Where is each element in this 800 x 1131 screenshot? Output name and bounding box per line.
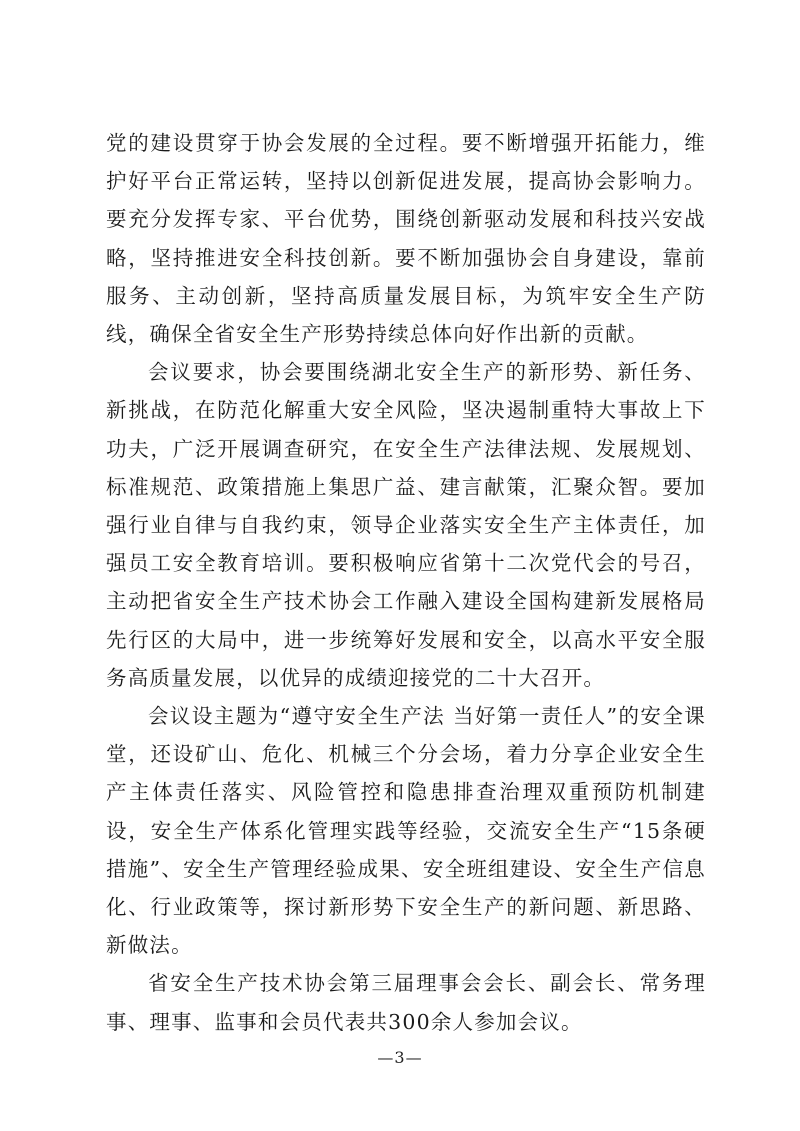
page-number: —3—: [377, 1048, 423, 1067]
paragraph-continuation: 党的建设贯穿于协会发展的全过程。要不断增强开拓能力，维护好平台正常运转，坚持以创新促进发展，提高协会影响力。要充分发挥专家、平台优势，围绕创新驱动发展和科技兴安战略，坚持推进安全科技创新。要不断加强协会自身建设，靠前服务、主动创新，坚持高质量发展目标，为筑牢安全生产防线，确保全省安全生产形势持续总体向好作出新的贡献。: [106, 131, 706, 347]
paragraph-attendees: 省安全生产技术协会第三届理事会会长、副会长、常务理事、理事、监事和会员代表共300余人参加会议。: [106, 971, 706, 1034]
paragraph-meeting-requirements: 会议要求，协会要围绕湖北安全生产的新形势、新任务、新挑战，在防范化解重大安全风险，坚决遏制重特大事故上下功夫，广泛开展调查研究，在安全生产法律法规、发展规划、标准规范、政策措施上集思广益、建言献策，汇聚众智。要加强行业自律与自我约束，领导企业落实安全生产主体责任，加强员工安全教育培训。要积极响应省第十二次党代会的号召，主动把省安全生产技术协会工作融入建设全国构建新发展格局先行区的大局中，进一步统筹好发展和安全，以高水平安全服务高质量发展，以优异的成绩迎接党的二十大召开。: [106, 360, 706, 690]
document-body: [106, 124, 706, 1041]
paragraph-safety-classroom: 会议设主题为“遵守安全生产法 当好第一责任人”的安全课堂，还设矿山、危化、机械三个分会场，着力分享企业安全生产主体责任落实、风险管控和隐患排查治理双重预防机制建设，安全生产体系化管理实践等经验，交流安全生产“15条硬措施”、安全生产管理经验成果、安全班组建设、安全生产信息化、行业政策等，探讨新形势下安全生产的新问题、新思路、新做法。: [106, 704, 706, 958]
